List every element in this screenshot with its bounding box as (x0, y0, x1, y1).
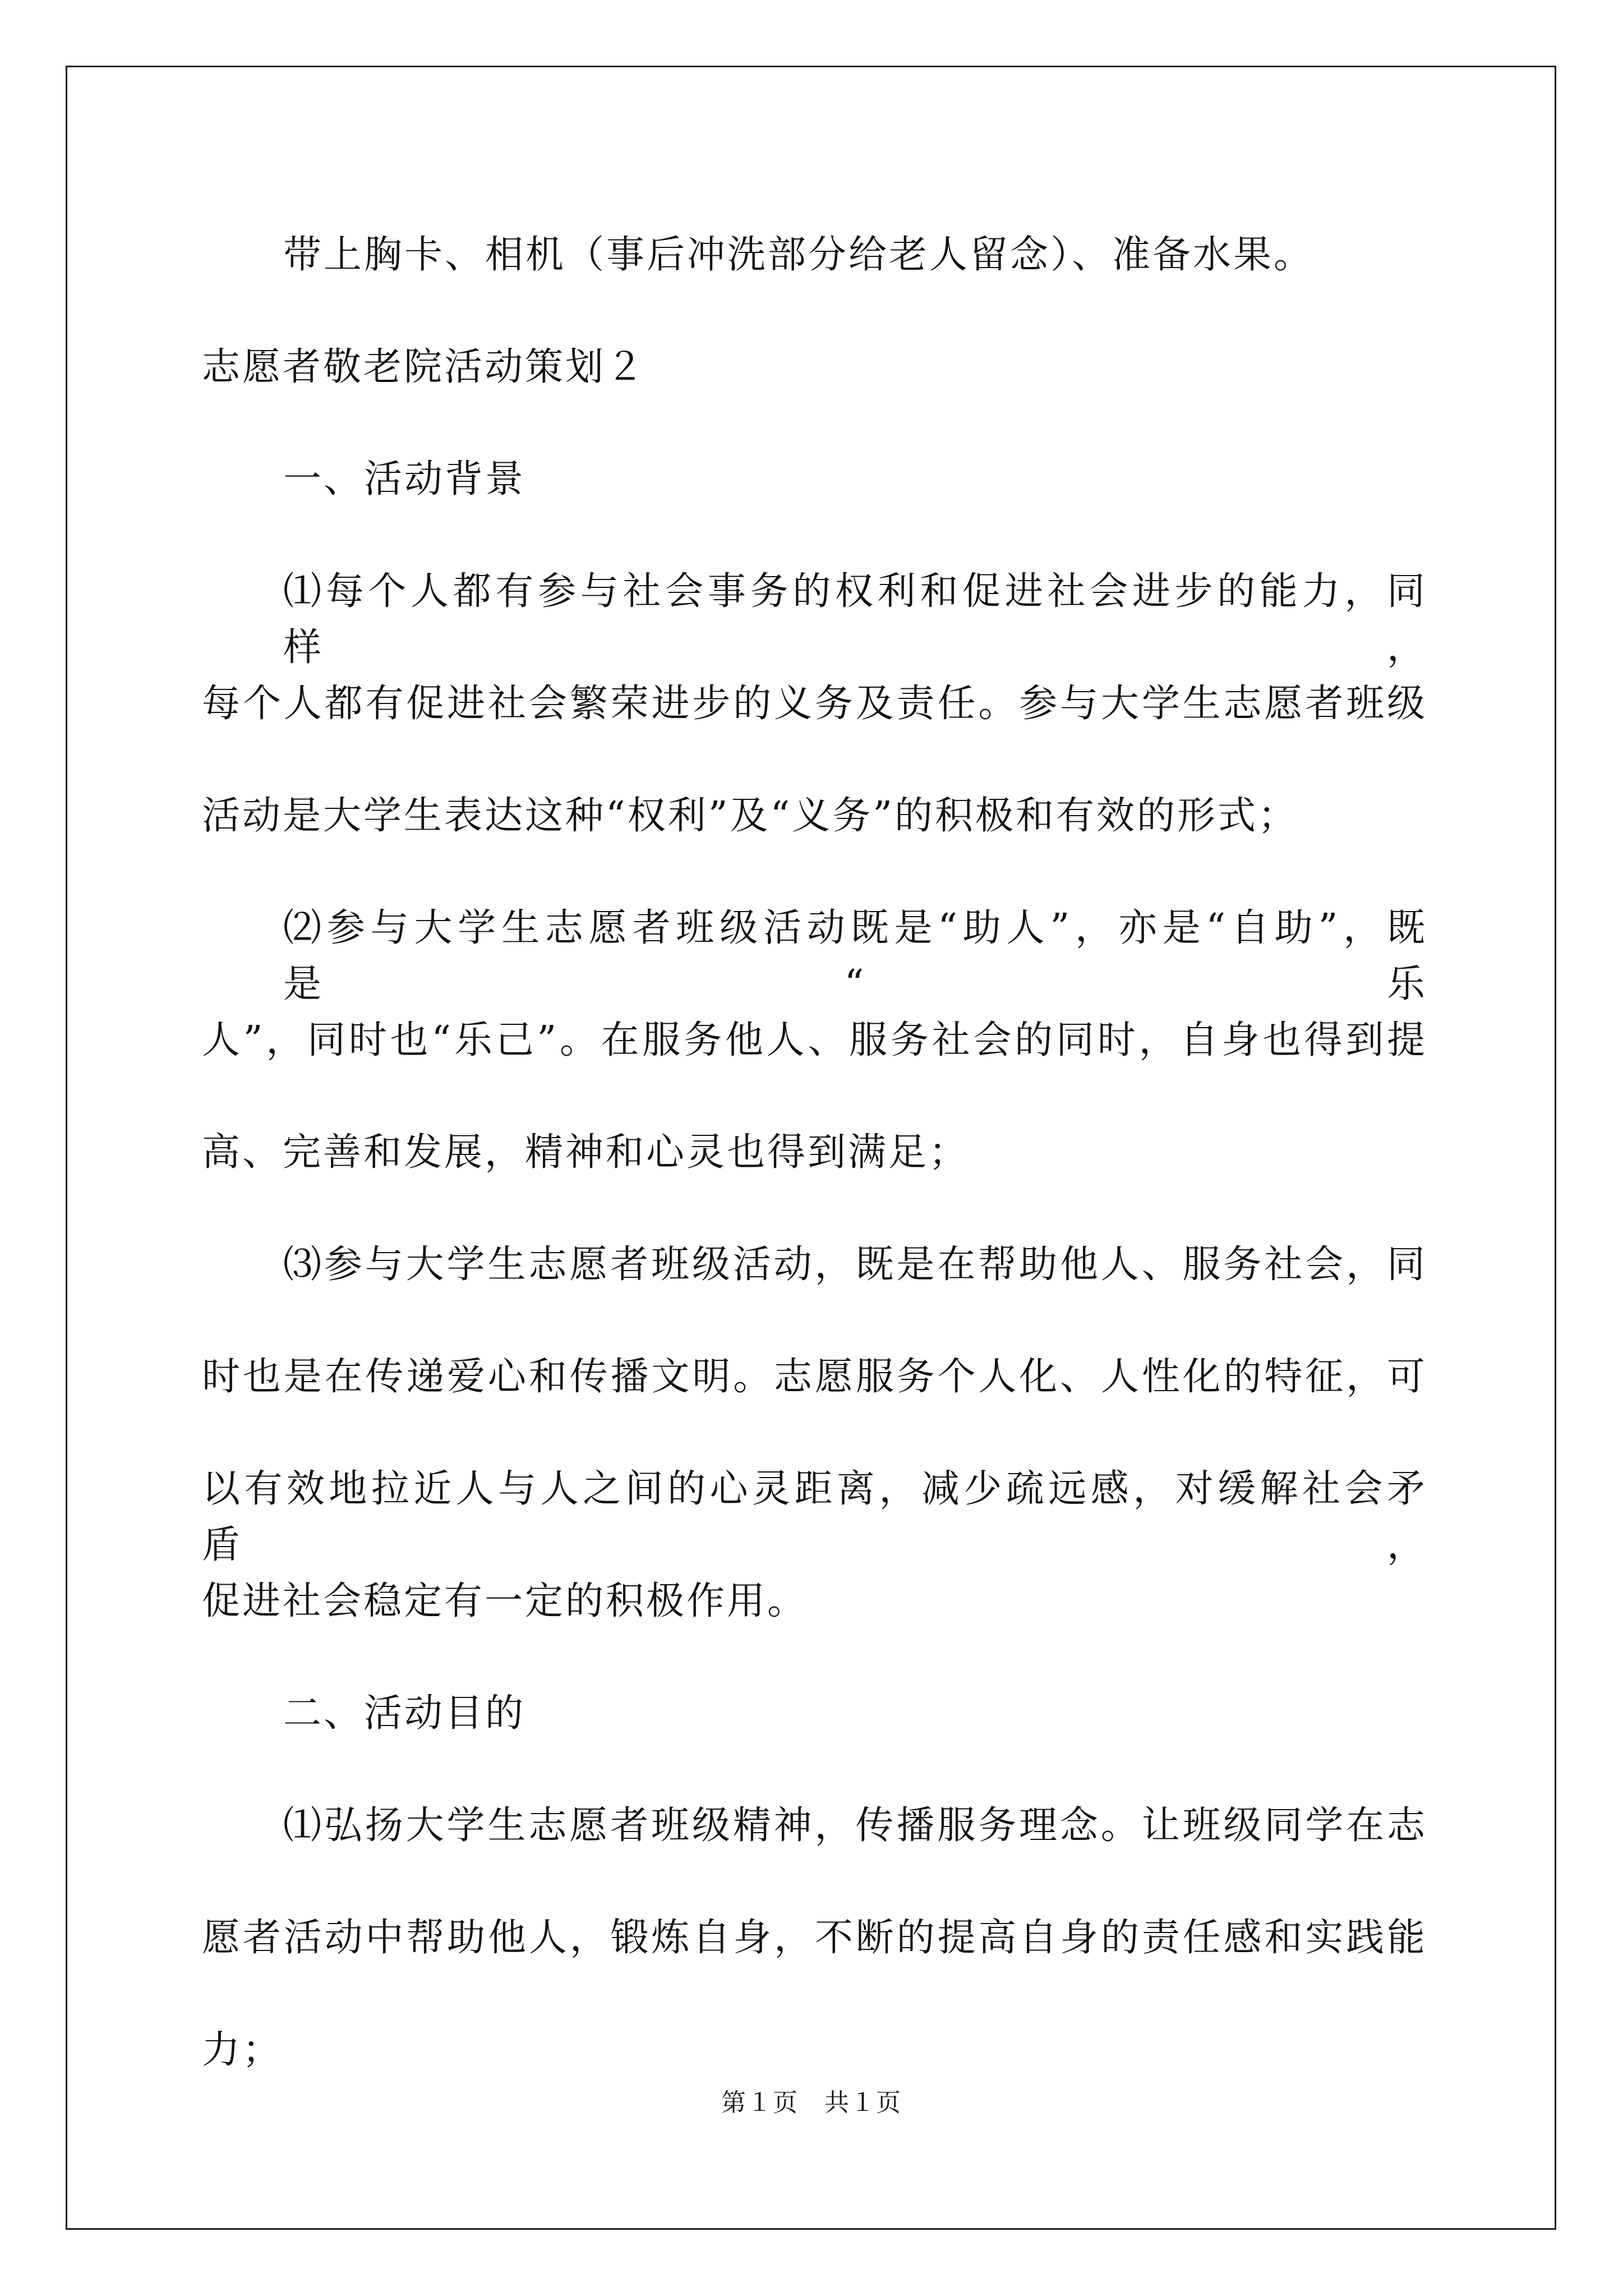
text-line: 二、活动目的 (283, 1691, 526, 1736)
text-line: 人”，同时也“乐己”。在服务他人、服务社会的同时，自身也得到提 (202, 1018, 1427, 1062)
text-line: 每个人都有促进社会繁荣进步的义务及责任。参与大学生志愿者班级 (202, 682, 1427, 726)
text-line: 高、完善和发展，精神和心灵也得到满足； (202, 1130, 970, 1175)
text-line: 愿者活动中帮助他人，锻炼自身，不断的提高自身的责任感和实践能 (202, 1916, 1427, 1960)
text-line: ⑶参与大学生志愿者班级活动，既是在帮助他人、服务社会，同 (283, 1243, 1427, 1287)
page-footer: 第１页 共１页 (721, 2088, 902, 2117)
text-line: 以有效地拉近人与人之间的心灵距离，减少疏远感，对缓解社会矛盾， (202, 1467, 1427, 1567)
text-line: 促进社会稳定有一定的积极作用。 (202, 1579, 808, 1623)
text-line: 一、活动背景 (283, 457, 526, 501)
text-line: 活动是大学生表达这种“权利”及“义务”的积极和有效的形式； (202, 794, 1299, 838)
text-line: 带上胸卡、相机（事后冲洗部分给老人留念）、准备水果。 (283, 233, 1315, 277)
text-line: 志愿者敬老院活动策划２ (202, 345, 647, 389)
text-line: ⑵参与大学生志愿者班级活动既是“助人”，亦是“自助”，既是“乐 (283, 906, 1427, 1006)
text-line: 时也是在传递爱心和传播文明。志愿服务个人化、人性化的特征，可 (202, 1355, 1427, 1399)
document-body (202, 227, 1427, 2134)
text-line: ⑴每个人都有参与社会事务的权利和促进社会进步的能力，同样， (283, 569, 1427, 670)
text-line: 力； (202, 2028, 283, 2072)
text-line: ⑴弘扬大学生志愿者班级精神，传播服务理念。让班级同学在志 (283, 1803, 1427, 1848)
